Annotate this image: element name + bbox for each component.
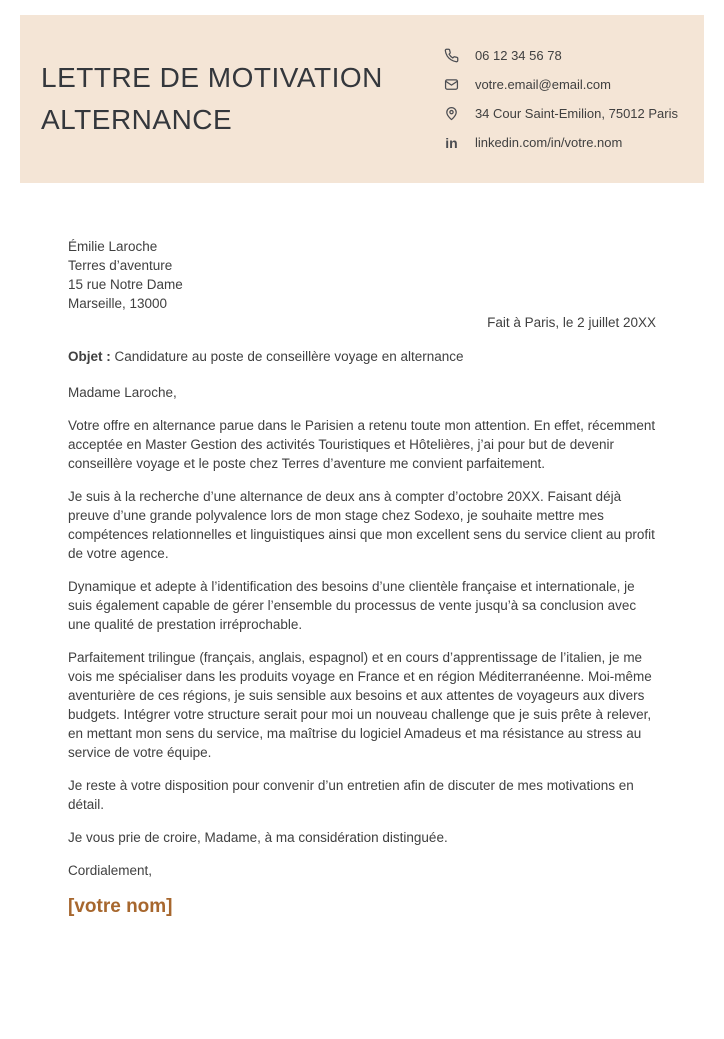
contact-item-email bbox=[443, 76, 678, 93]
recipient-street: 15 rue Notre Dame bbox=[68, 277, 183, 292]
page-title bbox=[41, 57, 383, 141]
letter-paragraph-3: Dynamique et adepte à l’identification des besoins d’une clientèle française et internationale, je suis également capable de gérer l’ensemble du processus de vente jusqu’à sa conclusion avec une qualité de prestation irréprochable. bbox=[68, 579, 637, 632]
signature-placeholder: [votre nom] bbox=[68, 896, 173, 917]
letter-paragraph-6: Je vous prie de croire, Madame, à ma considération distinguée. bbox=[68, 830, 448, 845]
contact-linkedin-text: linkedin.com/in/votre.nom bbox=[474, 135, 623, 150]
closing: Cordialement, bbox=[68, 863, 153, 878]
letter-paragraph-2: Je suis à la recherche d’une alternance de deux ans à compter d’octobre 20XX. Faisant déjà preuve d’une grande polyvalence lors de mon stage chez Sodexo, je souhaite mettre mes compétences relationnelles et linguistiques ainsi que mon excellent sens du service client au profit de votre agence. bbox=[68, 489, 655, 561]
contact-item-phone bbox=[443, 47, 678, 64]
linkedin-icon: in bbox=[445, 134, 458, 151]
recipient-block bbox=[68, 237, 656, 313]
salutation: Madame Laroche, bbox=[68, 385, 177, 400]
contact-address-text: 34 Cour Saint-Emilion, 75012 Paris bbox=[474, 106, 678, 121]
letter-page bbox=[0, 15, 724, 1039]
contact-email-text: votre.email@email.com bbox=[474, 77, 611, 92]
recipient-company: Terres d’aventure bbox=[68, 258, 173, 273]
subject-line bbox=[68, 347, 656, 366]
contact-item-linkedin bbox=[443, 134, 678, 151]
page-title-line-1: LETTRE DE MOTIVATION bbox=[41, 62, 383, 93]
letter-paragraph-1: Votre offre en alternance parue dans le Parisien a retenu toute mon attention. En effet, récemment acceptée en Master Gestion des activités Touristiques et Hôtelières, j’ai pour but de devenir conseillère voyage et le poste chez Terres d’aventure me convient parfaitement. bbox=[68, 418, 656, 471]
subject-text: Candidature au poste de conseillère voyage en alternance bbox=[114, 349, 464, 364]
header-banner bbox=[20, 15, 704, 183]
page-title-line-2: ALTERNANCE bbox=[41, 104, 233, 135]
recipient-city: Marseille, 13000 bbox=[68, 296, 168, 311]
contact-item-address bbox=[443, 105, 678, 122]
subject-label: Objet : bbox=[68, 349, 111, 364]
contact-list bbox=[443, 47, 678, 151]
letter-paragraph-5: Je reste à votre disposition pour convenir d’un entretien afin de discuter de mes motivations en détail. bbox=[68, 778, 634, 812]
location-pin-icon bbox=[443, 105, 460, 122]
letter-body bbox=[68, 237, 656, 916]
recipient-name: Émilie Laroche bbox=[68, 239, 158, 254]
date-line: Fait à Paris, le 2 juillet 20XX bbox=[487, 315, 656, 330]
contact-phone-text: 06 12 34 56 78 bbox=[474, 48, 562, 63]
letter-paragraph-4: Parfaitement trilingue (français, anglais, espagnol) et en cours d’apprentissage de l’italien, je me vois me spécialiser dans les produits voyage en France et en région Méditerranéenne. Moi-même aventurière de ces régions, je suis sensible aux besoins et aux attentes de voyageurs aux divers budgets. Intégrer votre structure serait pour moi un nouveau challenge que je suis prête à relever, en mettant mon sens du service, ma maîtrise du logiciel Amadeus et ma résistance au stress au service de votre équipe. bbox=[68, 650, 652, 760]
phone-icon bbox=[443, 47, 460, 64]
envelope-icon bbox=[443, 76, 460, 93]
